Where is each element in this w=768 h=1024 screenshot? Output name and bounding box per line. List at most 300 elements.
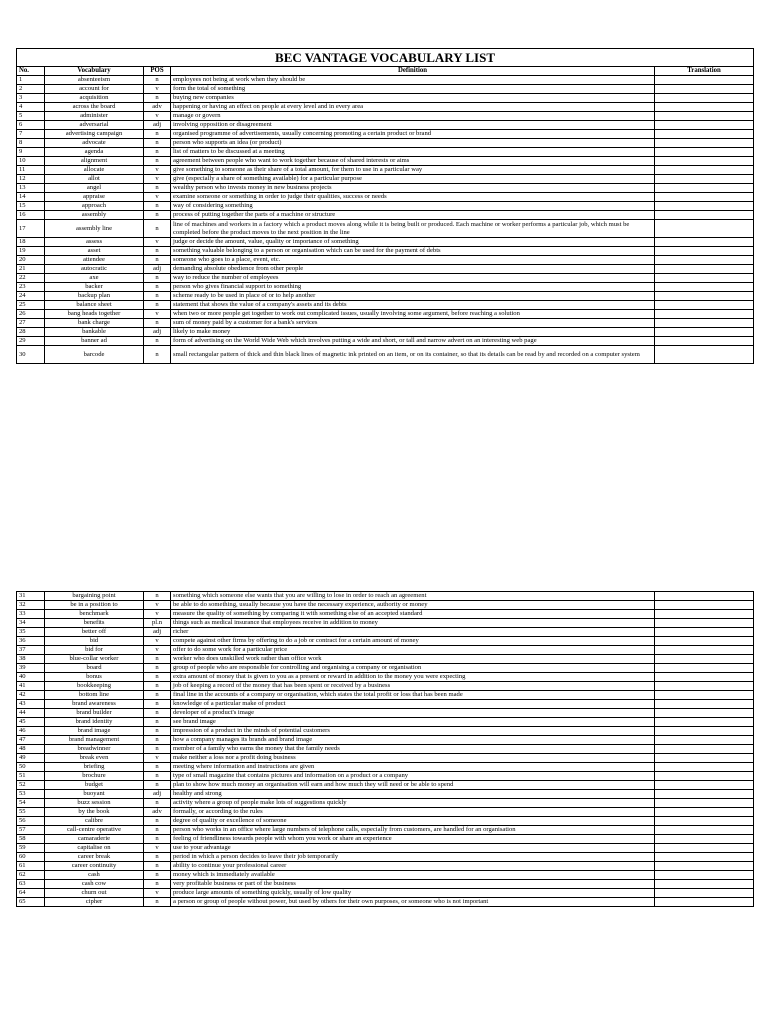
part-of-speech: n	[144, 247, 171, 256]
translation	[655, 220, 754, 238]
definition: extra amount of money that is given to you as a present or reward in addition to the money you were expecting	[171, 673, 655, 682]
translation	[655, 592, 754, 601]
definition: meeting where information and instructions are given	[171, 763, 655, 772]
definition: judge or decide the amount, value, quality or importance of something	[171, 238, 655, 247]
vocabulary-term: churn out	[45, 889, 144, 898]
header-definition: Definition	[171, 67, 655, 76]
table-row	[17, 283, 754, 292]
definition: demanding absolute obedience from other people	[171, 265, 655, 274]
table-row	[17, 85, 754, 94]
vocabulary-term: allocate	[45, 166, 144, 175]
row-number: 52	[17, 781, 45, 790]
part-of-speech: adv	[144, 808, 171, 817]
header-vocabulary: Vocabulary	[45, 67, 144, 76]
table-row	[17, 781, 754, 790]
definition: knowledge of a particular make of product	[171, 700, 655, 709]
translation	[655, 754, 754, 763]
vocabulary-term: agenda	[45, 148, 144, 157]
vocabulary-term: acquisition	[45, 94, 144, 103]
table-row	[17, 736, 754, 745]
translation	[655, 301, 754, 310]
row-number: 21	[17, 265, 45, 274]
part-of-speech: n	[144, 592, 171, 601]
header-pos: POS	[144, 67, 171, 76]
definition: use to your advantage	[171, 844, 655, 853]
definition: ability to continue your professional career	[171, 862, 655, 871]
table-row	[17, 628, 754, 637]
row-number: 60	[17, 853, 45, 862]
table-row	[17, 772, 754, 781]
vocabulary-term: absenteeism	[45, 76, 144, 85]
table-row	[17, 175, 754, 184]
translation	[655, 130, 754, 139]
translation	[655, 700, 754, 709]
definition: statement that shows the value of a company's assets and its debts	[171, 301, 655, 310]
part-of-speech: v	[144, 85, 171, 94]
table-row	[17, 673, 754, 682]
definition: feeling of friendliness towards people with whom you work or share an experience	[171, 835, 655, 844]
part-of-speech: n	[144, 655, 171, 664]
definition: likely to make money	[171, 328, 655, 337]
table-row	[17, 130, 754, 139]
table-row	[17, 346, 754, 364]
vocabulary-term: career break	[45, 853, 144, 862]
vocabulary-term: benefits	[45, 619, 144, 628]
row-number: 22	[17, 274, 45, 283]
part-of-speech: v	[144, 166, 171, 175]
vocabulary-term: bank charge	[45, 319, 144, 328]
translation	[655, 628, 754, 637]
vocabulary-term: career continuity	[45, 862, 144, 871]
translation	[655, 745, 754, 754]
translation	[655, 265, 754, 274]
translation	[655, 817, 754, 826]
part-of-speech: n	[144, 826, 171, 835]
part-of-speech: n	[144, 319, 171, 328]
vocabulary-term: breadwinner	[45, 745, 144, 754]
vocabulary-term: brand builder	[45, 709, 144, 718]
table-row	[17, 274, 754, 283]
part-of-speech: v	[144, 112, 171, 121]
definition: worker who does unskilled work rather than office work	[171, 655, 655, 664]
definition: developer of a product's image	[171, 709, 655, 718]
part-of-speech: n	[144, 871, 171, 880]
definition: member of a family who earns the money that the family needs	[171, 745, 655, 754]
vocabulary-term: brand identity	[45, 718, 144, 727]
definition: way of considering something	[171, 202, 655, 211]
vocabulary-term: advocate	[45, 139, 144, 148]
definition: give (especially a share of something available) for a particular purpose	[171, 175, 655, 184]
table-row	[17, 817, 754, 826]
translation	[655, 328, 754, 337]
table-row	[17, 166, 754, 175]
definition: make neither a loss nor a profit doing business	[171, 754, 655, 763]
vocabulary-term: blue-collar worker	[45, 655, 144, 664]
row-number: 29	[17, 337, 45, 346]
vocabulary-term: balance sheet	[45, 301, 144, 310]
table-row	[17, 709, 754, 718]
row-number: 12	[17, 175, 45, 184]
row-number: 39	[17, 664, 45, 673]
vocabulary-term: barcode	[45, 346, 144, 364]
row-number: 10	[17, 157, 45, 166]
row-number: 31	[17, 592, 45, 601]
row-number: 37	[17, 646, 45, 655]
definition: form of advertising on the World Wide Web which involves putting a wide and short, or tall and narrow advert on an interesting web page	[171, 337, 655, 346]
vocabulary-term: cipher	[45, 898, 144, 907]
translation	[655, 157, 754, 166]
row-number: 4	[17, 103, 45, 112]
table-row	[17, 790, 754, 799]
definition: wealthy person who invests money in new business projects	[171, 184, 655, 193]
vocabulary-term: better off	[45, 628, 144, 637]
row-number: 27	[17, 319, 45, 328]
table-row	[17, 103, 754, 112]
translation	[655, 646, 754, 655]
translation	[655, 166, 754, 175]
row-number: 14	[17, 193, 45, 202]
vocabulary-term: adversarial	[45, 121, 144, 130]
vocabulary-term: axe	[45, 274, 144, 283]
row-number: 59	[17, 844, 45, 853]
part-of-speech: v	[144, 193, 171, 202]
vocabulary-term: briefing	[45, 763, 144, 772]
translation	[655, 202, 754, 211]
row-number: 50	[17, 763, 45, 772]
row-number: 18	[17, 238, 45, 247]
table-row	[17, 826, 754, 835]
row-number: 63	[17, 880, 45, 889]
part-of-speech: v	[144, 754, 171, 763]
row-number: 45	[17, 718, 45, 727]
part-of-speech: adj	[144, 790, 171, 799]
translation	[655, 139, 754, 148]
part-of-speech: n	[144, 283, 171, 292]
definition: compete against other firms by offering to do a job or contract for a certain amount of money	[171, 637, 655, 646]
translation	[655, 673, 754, 682]
part-of-speech: v	[144, 610, 171, 619]
part-of-speech: n	[144, 727, 171, 736]
table-row	[17, 319, 754, 328]
row-number: 7	[17, 130, 45, 139]
translation	[655, 655, 754, 664]
translation	[655, 337, 754, 346]
vocabulary-term: brand management	[45, 736, 144, 745]
translation	[655, 889, 754, 898]
row-number: 3	[17, 94, 45, 103]
vocabulary-term: administer	[45, 112, 144, 121]
row-number: 17	[17, 220, 45, 238]
part-of-speech: n	[144, 700, 171, 709]
vocabulary-term: brochure	[45, 772, 144, 781]
definition: degree of quality or excellence of someone	[171, 817, 655, 826]
translation	[655, 103, 754, 112]
translation	[655, 871, 754, 880]
vocabulary-term: bottom line	[45, 691, 144, 700]
vocabulary-term: banner ad	[45, 337, 144, 346]
part-of-speech: adj	[144, 121, 171, 130]
table-row	[17, 835, 754, 844]
definition: something which someone else wants that you are willing to lose in order to reach an agreement	[171, 592, 655, 601]
row-number: 26	[17, 310, 45, 319]
part-of-speech: n	[144, 835, 171, 844]
part-of-speech: n	[144, 220, 171, 238]
row-number: 11	[17, 166, 45, 175]
vocabulary-term: assess	[45, 238, 144, 247]
row-number: 19	[17, 247, 45, 256]
table-row	[17, 880, 754, 889]
part-of-speech: n	[144, 274, 171, 283]
translation	[655, 709, 754, 718]
table-row	[17, 148, 754, 157]
definition: a person or group of people without power, but used by others for their own purposes, or someone who is not important	[171, 898, 655, 907]
vocabulary-term: camaraderie	[45, 835, 144, 844]
vocabulary-term: autocratic	[45, 265, 144, 274]
translation	[655, 853, 754, 862]
translation	[655, 94, 754, 103]
table-row	[17, 94, 754, 103]
vocabulary-term: by the book	[45, 808, 144, 817]
vocabulary-term: board	[45, 664, 144, 673]
table-row	[17, 238, 754, 247]
part-of-speech: n	[144, 772, 171, 781]
table-row	[17, 727, 754, 736]
vocabulary-term: allot	[45, 175, 144, 184]
vocabulary-term: bonus	[45, 673, 144, 682]
definition: buying new companies	[171, 94, 655, 103]
translation	[655, 781, 754, 790]
row-number: 64	[17, 889, 45, 898]
part-of-speech: v	[144, 889, 171, 898]
part-of-speech: n	[144, 682, 171, 691]
vocabulary-term: bang heads together	[45, 310, 144, 319]
definition: person who supports an idea (or product)	[171, 139, 655, 148]
vocabulary-term: calibre	[45, 817, 144, 826]
table-row	[17, 745, 754, 754]
definition: organised programme of advertisements, usually concerning promoting a certain product or brand	[171, 130, 655, 139]
part-of-speech: n	[144, 664, 171, 673]
table-row	[17, 637, 754, 646]
translation	[655, 835, 754, 844]
row-number: 46	[17, 727, 45, 736]
header-no: No.	[17, 67, 45, 76]
part-of-speech: n	[144, 256, 171, 265]
definition: be able to do something, usually because you have the necessary experience, authority or money	[171, 601, 655, 610]
table-row	[17, 691, 754, 700]
table-row	[17, 121, 754, 130]
translation	[655, 121, 754, 130]
part-of-speech: n	[144, 94, 171, 103]
table-row	[17, 112, 754, 121]
translation	[655, 790, 754, 799]
row-number: 36	[17, 637, 45, 646]
vocabulary-term: attendee	[45, 256, 144, 265]
definition: manage or govern	[171, 112, 655, 121]
part-of-speech: n	[144, 76, 171, 85]
row-number: 8	[17, 139, 45, 148]
part-of-speech: pl.n	[144, 619, 171, 628]
vocabulary-term: bankable	[45, 328, 144, 337]
vocabulary-term: across the board	[45, 103, 144, 112]
translation	[655, 898, 754, 907]
table-row	[17, 184, 754, 193]
definition: final line in the accounts of a company or organisation, which states the total profit or loss that has been made	[171, 691, 655, 700]
row-number: 38	[17, 655, 45, 664]
translation	[655, 211, 754, 220]
row-number: 28	[17, 328, 45, 337]
definition: examine someone or something in order to judge their qualities, success or needs	[171, 193, 655, 202]
definition: scheme ready to be used in place of or to help another	[171, 292, 655, 301]
row-number: 53	[17, 790, 45, 799]
row-number: 24	[17, 292, 45, 301]
vocabulary-term: assembly line	[45, 220, 144, 238]
part-of-speech: n	[144, 745, 171, 754]
translation	[655, 727, 754, 736]
table-row	[17, 718, 754, 727]
row-number: 57	[17, 826, 45, 835]
definition: person who gives financial support to something	[171, 283, 655, 292]
vocabulary-term: bookkeeping	[45, 682, 144, 691]
table-row	[17, 292, 754, 301]
definition: involving opposition or disagreement	[171, 121, 655, 130]
table-row	[17, 76, 754, 85]
table-row	[17, 754, 754, 763]
table-body-2	[17, 592, 754, 907]
vocabulary-term: appraise	[45, 193, 144, 202]
part-of-speech: v	[144, 601, 171, 610]
vocabulary-term: advertising campaign	[45, 130, 144, 139]
translation	[655, 112, 754, 121]
row-number: 16	[17, 211, 45, 220]
row-number: 55	[17, 808, 45, 817]
definition: way to reduce the number of employees	[171, 274, 655, 283]
row-number: 65	[17, 898, 45, 907]
definition: job of keeping a record of the money that has been spent or received by a business	[171, 682, 655, 691]
translation	[655, 736, 754, 745]
translation	[655, 274, 754, 283]
part-of-speech: v	[144, 646, 171, 655]
vocabulary-term: benchmark	[45, 610, 144, 619]
vocabulary-term: alignment	[45, 157, 144, 166]
part-of-speech: n	[144, 157, 171, 166]
definition: line of machines and workers in a factory which a product moves along while it is being built or produced. Each machine or worker performs a particular job, which must be completed before the product moves to the next position in the line	[171, 220, 655, 238]
part-of-speech: n	[144, 853, 171, 862]
table-row	[17, 871, 754, 880]
translation	[655, 193, 754, 202]
part-of-speech: n	[144, 301, 171, 310]
row-number: 2	[17, 85, 45, 94]
translation	[655, 772, 754, 781]
vocabulary-term: account for	[45, 85, 144, 94]
table-row	[17, 247, 754, 256]
part-of-speech: n	[144, 148, 171, 157]
table-row	[17, 682, 754, 691]
definition: process of putting together the parts of a machine or structure	[171, 211, 655, 220]
part-of-speech: n	[144, 202, 171, 211]
table-row	[17, 301, 754, 310]
translation	[655, 619, 754, 628]
part-of-speech: n	[144, 781, 171, 790]
part-of-speech: n	[144, 184, 171, 193]
row-number: 48	[17, 745, 45, 754]
row-number: 49	[17, 754, 45, 763]
definition: give something to someone as their share of a total amount, for them to use in a particular way	[171, 166, 655, 175]
table-row	[17, 337, 754, 346]
table-row	[17, 220, 754, 238]
vocabulary-term: brand image	[45, 727, 144, 736]
definition: richer	[171, 628, 655, 637]
definition: activity where a group of people make lots of suggestions quickly	[171, 799, 655, 808]
part-of-speech: n	[144, 346, 171, 364]
part-of-speech: n	[144, 337, 171, 346]
translation	[655, 346, 754, 364]
translation	[655, 283, 754, 292]
translation	[655, 691, 754, 700]
part-of-speech: v	[144, 238, 171, 247]
table-row	[17, 310, 754, 319]
table-row	[17, 610, 754, 619]
definition: things such as medical insurance that employees receive in addition to money	[171, 619, 655, 628]
row-number: 23	[17, 283, 45, 292]
row-number: 42	[17, 691, 45, 700]
translation	[655, 256, 754, 265]
translation	[655, 175, 754, 184]
part-of-speech: n	[144, 292, 171, 301]
row-number: 6	[17, 121, 45, 130]
vocabulary-term: bid for	[45, 646, 144, 655]
definition: type of small magazine that contains pictures and information on a product or a company	[171, 772, 655, 781]
row-number: 34	[17, 619, 45, 628]
part-of-speech: n	[144, 763, 171, 772]
vocabulary-term: bargaining point	[45, 592, 144, 601]
table-row	[17, 655, 754, 664]
definition: offer to do some work for a particular price	[171, 646, 655, 655]
translation	[655, 880, 754, 889]
definition: someone who goes to a place, event, etc.	[171, 256, 655, 265]
page-title: BEC VANTAGE VOCABULARY LIST	[17, 49, 754, 67]
vocabulary-term: cash cow	[45, 880, 144, 889]
translation	[655, 319, 754, 328]
row-number: 33	[17, 610, 45, 619]
definition: form the total of something	[171, 85, 655, 94]
table-row	[17, 592, 754, 601]
definition: agreement between people who want to work together because of shared interests or aims	[171, 157, 655, 166]
table-row	[17, 808, 754, 817]
translation	[655, 247, 754, 256]
translation	[655, 601, 754, 610]
part-of-speech: v	[144, 175, 171, 184]
translation	[655, 610, 754, 619]
translation	[655, 808, 754, 817]
part-of-speech: n	[144, 817, 171, 826]
definition: money which is immediately available	[171, 871, 655, 880]
definition: very profitable business or part of the business	[171, 880, 655, 889]
vocabulary-table-page-1	[16, 48, 754, 364]
table-row	[17, 898, 754, 907]
row-number: 47	[17, 736, 45, 745]
row-number: 61	[17, 862, 45, 871]
part-of-speech: adj	[144, 628, 171, 637]
vocabulary-term: angel	[45, 184, 144, 193]
part-of-speech: adj	[144, 265, 171, 274]
translation	[655, 76, 754, 85]
part-of-speech: n	[144, 673, 171, 682]
part-of-speech: n	[144, 709, 171, 718]
row-number: 51	[17, 772, 45, 781]
row-number: 43	[17, 700, 45, 709]
table-row	[17, 700, 754, 709]
table-body-1	[17, 76, 754, 364]
